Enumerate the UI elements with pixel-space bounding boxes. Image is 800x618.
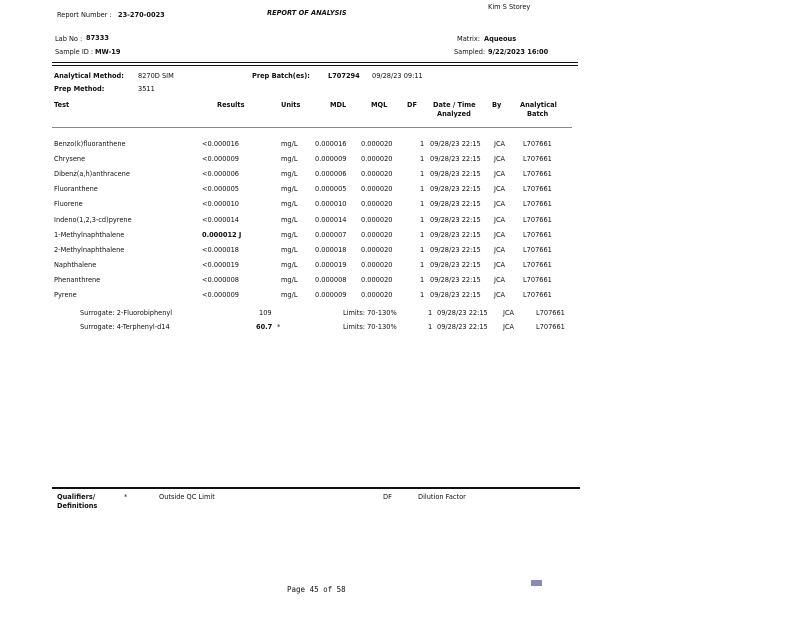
- analyst: JCA: [503, 323, 515, 331]
- units: mg/L: [281, 275, 298, 284]
- df: 1: [420, 275, 425, 284]
- mql: 0.000020: [361, 245, 393, 254]
- sample-id-label: Sample ID :: [55, 48, 94, 56]
- prep-batch-datetime: 09/28/23 09:11: [372, 72, 423, 80]
- mql: 0.000020: [361, 260, 393, 269]
- test-name: Benzo(k)fluoranthene: [54, 140, 126, 148]
- report-number-label: Report Number :: [57, 11, 112, 19]
- result: <0.000006: [202, 170, 239, 179]
- df: 1: [420, 215, 425, 224]
- col-mdl: MDL: [330, 101, 347, 109]
- df: 1: [428, 323, 433, 331]
- test-name: 1-Methylnaphthalene: [54, 230, 125, 239]
- report-title: REPORT OF ANALYSIS: [267, 9, 347, 17]
- analytical-batch: L707661: [523, 140, 552, 148]
- analytical-batch: L707661: [523, 275, 552, 284]
- test-name: Fluorene: [54, 200, 83, 209]
- analyst: JCA: [494, 230, 506, 239]
- date-analyzed: 09/28/23 22:15: [430, 200, 481, 209]
- limits: Limits: 70-130%: [343, 323, 397, 331]
- units: mg/L: [281, 140, 298, 148]
- df: 1: [420, 230, 425, 239]
- mql: 0.000020: [361, 230, 393, 239]
- mql: 0.000020: [361, 215, 393, 224]
- matrix-label: Matrix:: [457, 35, 480, 43]
- surrogate-name: Surrogate: 2-Fluorobiphenyl: [80, 309, 173, 317]
- result: <0.000009: [202, 291, 239, 299]
- result: 0.000012 J: [202, 230, 242, 239]
- prep-method: 3511: [138, 85, 155, 93]
- result: <0.000018: [202, 245, 239, 254]
- surrogate-name: Surrogate: 4-Terphenyl-d14: [80, 323, 170, 331]
- col-batch-2: Batch: [527, 110, 549, 118]
- qualifiers-label: Qualifiers/: [57, 493, 96, 501]
- result: <0.000010: [202, 200, 239, 209]
- matrix: Aqueous: [484, 35, 517, 43]
- date-analyzed: 09/28/23 22:15: [430, 291, 481, 299]
- logo-mark-icon: [531, 580, 542, 586]
- mdl: 0.000009: [315, 291, 347, 299]
- test-name: Chrysene: [54, 155, 86, 164]
- qualifiers-label-2: Definitions: [57, 502, 98, 510]
- result: <0.000014: [202, 215, 239, 224]
- units: mg/L: [281, 245, 298, 254]
- mql: 0.000020: [361, 140, 393, 148]
- analytical-batch: L707661: [523, 230, 552, 239]
- test-name: 2-Methylnaphthalene: [54, 245, 125, 254]
- analyst: JCA: [494, 291, 506, 299]
- qualifier-flag: *: [277, 323, 281, 331]
- units: mg/L: [281, 185, 298, 194]
- analytical-batch: L707661: [523, 200, 552, 209]
- analyst: JCA: [503, 309, 515, 317]
- analyst: JCA: [494, 260, 506, 269]
- df: 1: [420, 260, 425, 269]
- lab-no-label: Lab No :: [55, 35, 83, 43]
- sampled: 9/22/2023 16:00: [488, 48, 549, 56]
- sampled-label: Sampled:: [454, 48, 486, 56]
- analyst: JCA: [494, 200, 506, 209]
- df: 1: [420, 245, 425, 254]
- mdl: 0.000010: [315, 200, 347, 209]
- result: <0.000005: [202, 185, 239, 194]
- sample-id: MW-19: [95, 48, 121, 56]
- prep-batch-label: Prep Batch(es):: [252, 72, 310, 80]
- mdl: 0.000014: [315, 215, 347, 224]
- mdl: 0.000018: [315, 245, 347, 254]
- test-name: Dibenz(a,h)anthracene: [54, 170, 130, 179]
- analyst: JCA: [494, 155, 506, 164]
- col-batch: Analytical: [520, 101, 557, 109]
- mql: 0.000020: [361, 291, 393, 299]
- col-by: By: [492, 101, 502, 109]
- analyst: JCA: [494, 185, 506, 194]
- analytical-method-label: Analytical Method:: [54, 72, 124, 80]
- mdl: 0.000006: [315, 170, 347, 179]
- col-units: Units: [281, 101, 301, 109]
- df: 1: [420, 170, 425, 179]
- analytical-batch: L707661: [523, 245, 552, 254]
- client-name: Kim S Storey: [488, 3, 531, 11]
- mql: 0.000020: [361, 170, 393, 179]
- mdl: 0.000016: [315, 140, 347, 148]
- analytical-batch: L707661: [536, 323, 565, 331]
- date-analyzed: 09/28/23 22:15: [430, 230, 481, 239]
- mdl: 0.000008: [315, 275, 347, 284]
- col-date-2: Analyzed: [437, 110, 471, 118]
- surrogate-result: 60.7: [256, 323, 273, 331]
- df: 1: [420, 185, 425, 194]
- prep-batch: L707294: [328, 72, 360, 80]
- analyst: JCA: [494, 215, 506, 224]
- qualifier-text: Dilution Factor: [418, 493, 466, 501]
- analytical-batch: L707661: [523, 155, 552, 164]
- test-name: Pyrene: [54, 291, 77, 299]
- date-analyzed: 09/28/23 22:15: [430, 140, 481, 148]
- date-analyzed: 09/28/23 22:15: [437, 309, 488, 317]
- units: mg/L: [281, 200, 298, 209]
- units: mg/L: [281, 230, 298, 239]
- units: mg/L: [281, 260, 298, 269]
- mdl: 0.000005: [315, 185, 347, 194]
- header-divider: [52, 127, 572, 128]
- date-analyzed: 09/28/23 22:15: [430, 155, 481, 164]
- lab-no: 87333: [86, 34, 109, 42]
- units: mg/L: [281, 291, 298, 299]
- result: <0.000016: [202, 140, 239, 148]
- analytical-batch: L707661: [536, 309, 565, 317]
- result: <0.000009: [202, 155, 239, 164]
- col-date: Date / Time: [433, 101, 476, 109]
- col-df: DF: [407, 101, 417, 109]
- mdl: 0.000007: [315, 230, 347, 239]
- df: 1: [428, 309, 433, 317]
- date-analyzed: 09/28/23 22:15: [437, 323, 488, 331]
- surrogate-result: 109: [259, 309, 272, 317]
- date-analyzed: 09/28/23 22:15: [430, 275, 481, 284]
- limits: Limits: 70-130%: [343, 309, 397, 317]
- result: <0.000008: [202, 275, 239, 284]
- test-name: Indeno(1,2,3-cd)pyrene: [54, 215, 132, 224]
- date-analyzed: 09/28/23 22:15: [430, 260, 481, 269]
- df: 1: [420, 140, 425, 148]
- units: mg/L: [281, 215, 298, 224]
- units: mg/L: [281, 170, 298, 179]
- result: <0.000019: [202, 260, 239, 269]
- mql: 0.000020: [361, 155, 393, 164]
- mql: 0.000020: [361, 275, 393, 284]
- prep-method-label: Prep Method:: [54, 85, 105, 93]
- df: 1: [420, 291, 425, 299]
- divider: [52, 62, 578, 63]
- df: 1: [420, 200, 425, 209]
- analyst: JCA: [494, 275, 506, 284]
- divider: [52, 65, 578, 66]
- report-number: 23-270-0023: [118, 11, 165, 19]
- page-number: Page 45 of 58: [287, 585, 346, 594]
- qualifier-symbol: DF: [383, 493, 392, 501]
- qualifier-text: Outside QC Limit: [159, 493, 215, 501]
- date-analyzed: 09/28/23 22:15: [430, 215, 481, 224]
- analytical-method: 8270D SIM: [138, 72, 174, 80]
- date-analyzed: 09/28/23 22:15: [430, 245, 481, 254]
- analyst: JCA: [494, 245, 506, 254]
- analytical-batch: L707661: [523, 215, 552, 224]
- analytical-batch: L707661: [523, 260, 552, 269]
- mdl: 0.000019: [315, 260, 347, 269]
- mql: 0.000020: [361, 200, 393, 209]
- mql: 0.000020: [361, 185, 393, 194]
- date-analyzed: 09/28/23 22:15: [430, 185, 481, 194]
- analytical-batch: L707661: [523, 185, 552, 194]
- analyst: JCA: [494, 170, 506, 179]
- col-results: Results: [217, 101, 245, 109]
- qualifier-symbol: *: [124, 493, 128, 501]
- units: mg/L: [281, 155, 298, 164]
- col-test: Test: [54, 101, 70, 109]
- analytical-batch: L707661: [523, 291, 552, 299]
- analyst: JCA: [494, 140, 506, 148]
- date-analyzed: 09/28/23 22:15: [430, 170, 481, 179]
- col-mql: MQL: [371, 101, 388, 109]
- analytical-batch: L707661: [523, 170, 552, 179]
- mdl: 0.000009: [315, 155, 347, 164]
- test-name: Fluoranthene: [54, 185, 98, 194]
- footer-divider: [52, 487, 580, 489]
- df: 1: [420, 155, 425, 164]
- test-name: Phenanthrene: [54, 275, 101, 284]
- test-name: Naphthalene: [54, 260, 97, 269]
